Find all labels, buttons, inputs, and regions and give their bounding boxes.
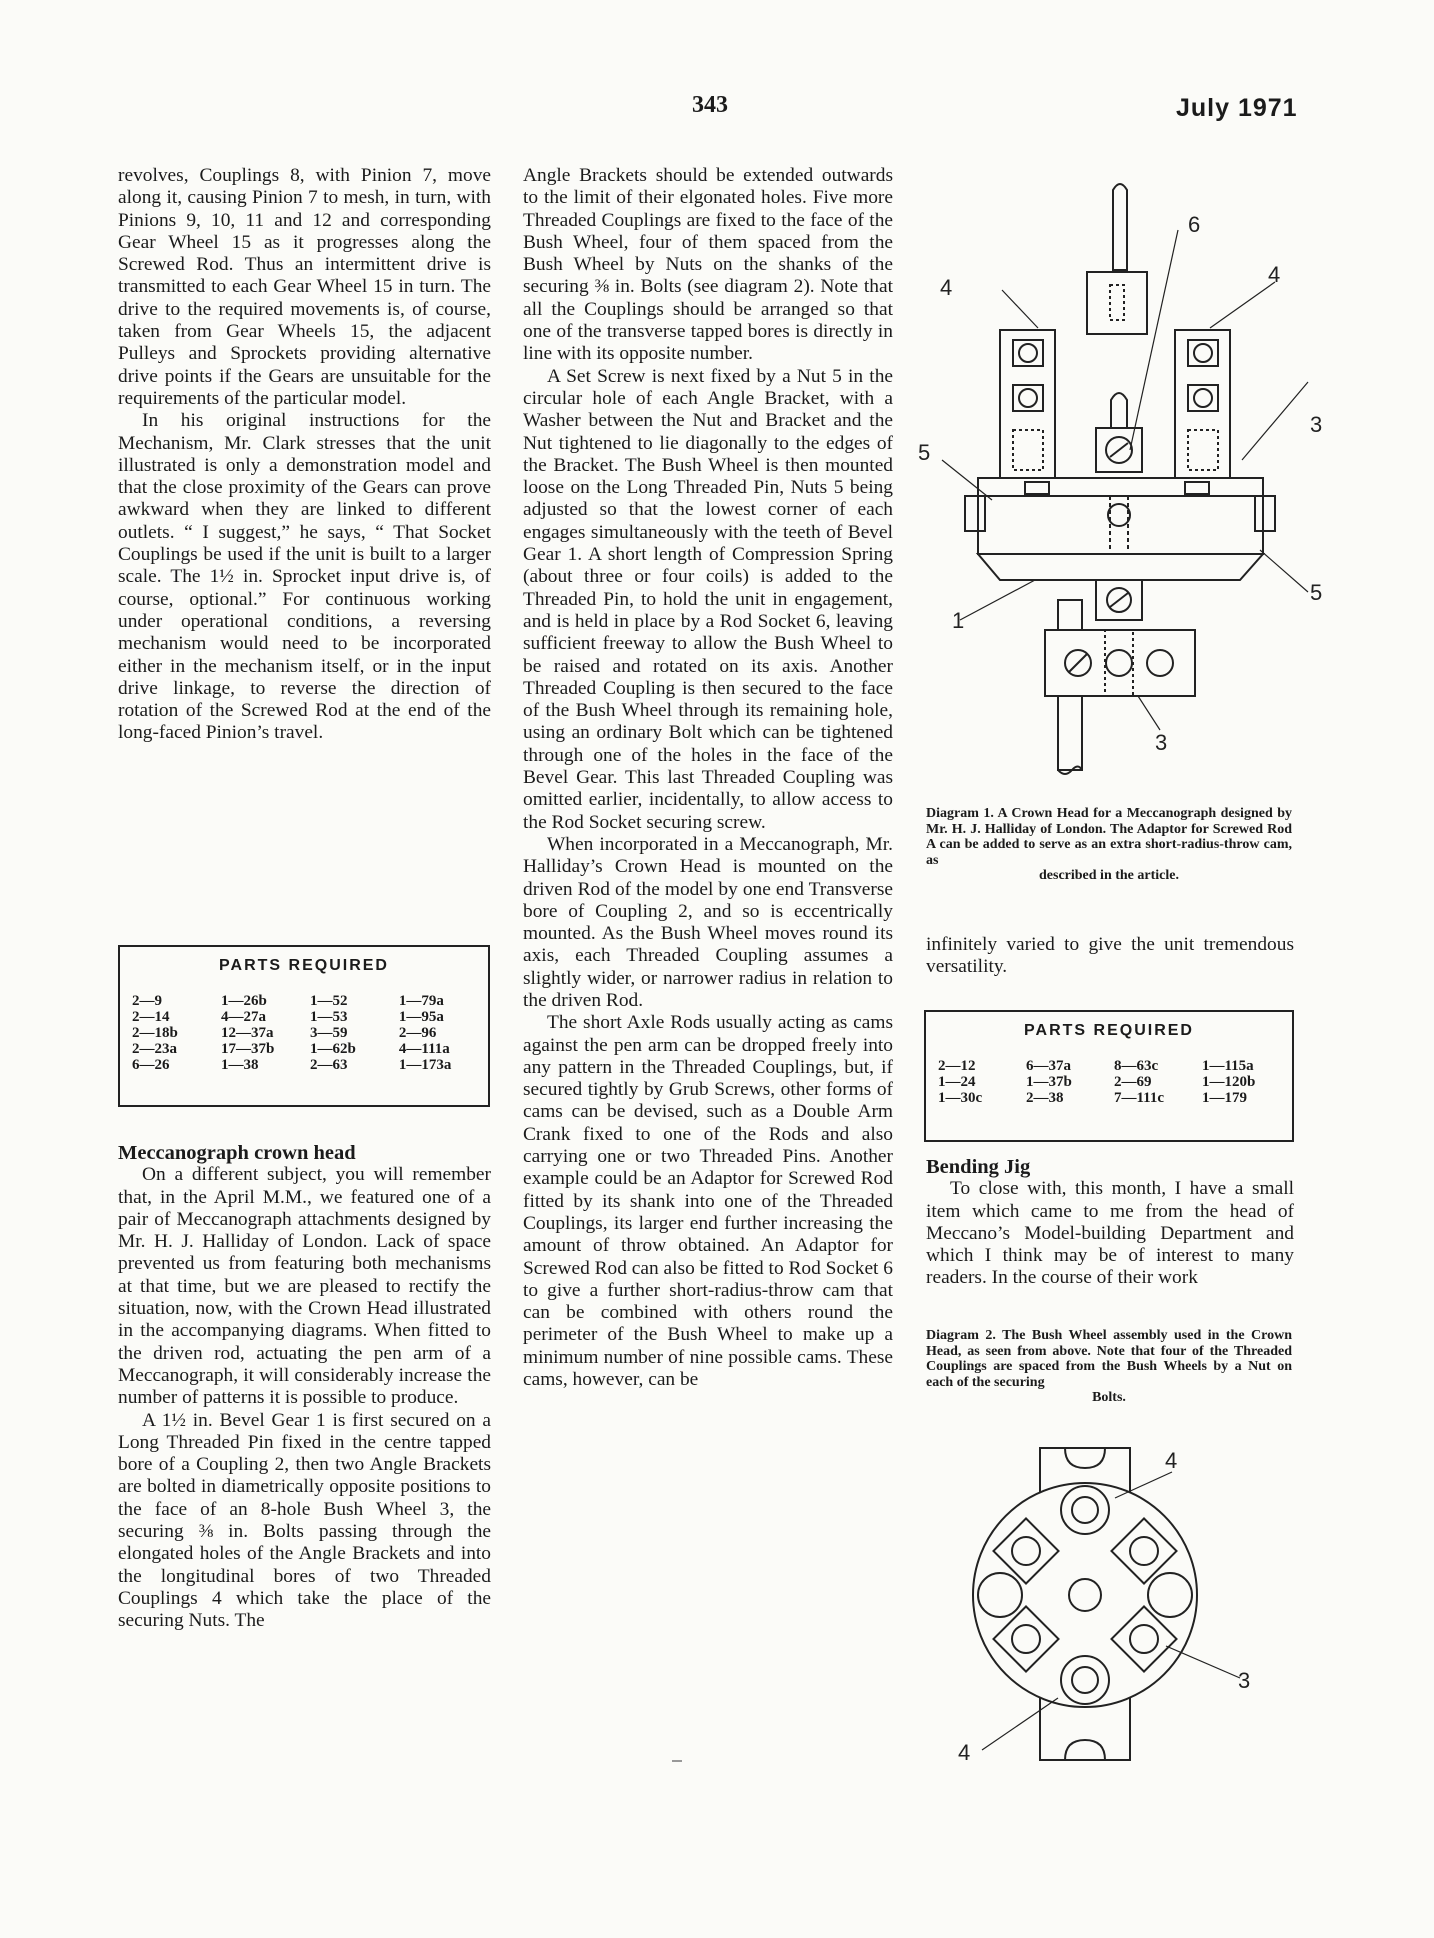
table-cell: 2—38 [1026, 1090, 1064, 1106]
diagram-label: 3 [1155, 730, 1168, 755]
paragraph: When incorporated in a Meccanograph, Mr. Halliday’s Crown Head is mounted on the driven Rod of the model by one end Transverse bore of Coupling 2, and so is eccentrically mounted. As the Bush Wheel moves round its axis, each Threaded Coupling assumes a slightly wider, or narrower radius in relation to the driven Rod. [523, 833, 893, 1011]
diagram-2-bush-wheel [940, 1440, 1280, 1770]
diagram-label: 4 [958, 1740, 971, 1765]
paragraph: revolves, Couplings 8, with Pinion 7, move along it, causing Pinion 7 to mesh, in turn, with Pinions 9, 10, 11 and 12 and corresponding Gear Wheel 15 as it progresses along the Screwed Rod. Thus an intermittent drive is transmitted to each Gear Wheel 15 in turn. The drive to the required movements is, of course, taken from Gear Wheels 15, the adjacent Pulleys and Sprockets providing alternative drive points if the Gears are unsuitable for the requirements of the particular model. [118, 165, 491, 409]
paragraph: To close with, this month, I have a small item which came to me from the head of Meccano’s Model-building Department and which I think may be of interest to many readers. In the course of their work [926, 1178, 1294, 1289]
table-cell: 1—179 [1202, 1090, 1247, 1106]
table-cell: 6—26 [132, 1057, 170, 1073]
table-cell: 1—52 [309, 993, 348, 1009]
table-cell: 2—23a [132, 1041, 177, 1057]
diagram-label: 4 [1268, 262, 1281, 287]
paragraph: A 1½ in. Bevel Gear 1 is first secured on a Long Threaded Pin fixed in the centre tapped bore of a Coupling 2, then two Angle Brackets are bolted in diametrically opposite positions to the face of an 8-hole Bush Wheel 3, the securing ⅜ in. Bolts passing through the elongated holes of the Angle Brackets and into the longitudinal bores of two Threaded Couplings 4 which take the place of the securing Nuts. The [118, 1409, 491, 1632]
table-cell: 1—37b [1026, 1074, 1072, 1090]
diagram-1-caption [926, 806, 1292, 884]
table-cell: 6—37a [1026, 1058, 1071, 1074]
table-cell: 2—9 [132, 993, 162, 1009]
diagram-1-crown-head [910, 160, 1330, 800]
diagram-label: 3 [1238, 1668, 1251, 1693]
table-cell: 2—63 [309, 1057, 348, 1073]
paragraph: On a different subject, you will remember that, in the April M.M., we featured one of a pair of Meccanograph attachments designed by Mr. H. J. Halliday of London. Lack of space prevented us from featuring both mechanisms at that time, but we are pleased to rectify the situation, now, with the Crown Head illustrated in the accompanying diagrams. When fitted to the driven rod, actuating the pen arm of a Meccanograph, it will considerably increase the number of patterns it is possible to produce. [118, 1164, 491, 1409]
table-cell: 12—37a [220, 1025, 274, 1041]
table-cell: 4—111a [398, 1041, 450, 1057]
table-row [132, 993, 488, 1009]
column-3-lower [926, 1156, 1294, 1290]
table-row [132, 1041, 488, 1057]
table-cell: 1—79a [398, 993, 444, 1009]
table-cell: 2—18b [132, 1025, 178, 1041]
table-cell: 8—63c [1114, 1058, 1159, 1074]
table-cell: 2—96 [398, 1025, 437, 1041]
table-row [132, 1025, 488, 1041]
parts-title: PARTS REQUIRED [1024, 1022, 1194, 1039]
diagram-label: 4 [940, 275, 953, 300]
paragraph: The short Axle Rods usually acting as cams against the pen arm can be dropped freely into any pattern in the Threaded Couplings, but, if secured tightly by Grub Screws, other forms of cams can be devised, such as a Double Arm Crank fixed to one of the Rods and also carrying one or two Threaded Pins. Another example could be an Adaptor for Screwed Rod fitted by its shank into one of the Threaded Couplings, its larger end further increasing the amount of throw obtained. An Adaptor for Screwed Rod can also be fitted to Rod Socket 6 to give a further short-radius-throw cam that can be combined with others round the perimeter of the Bush Wheel to make up a minimum number of nine possible cams. These cams, however, can be [523, 1012, 893, 1391]
parts-required-box-2 [924, 1010, 1294, 1142]
page-mark [672, 1760, 682, 1762]
table-cell: 2—12 [938, 1058, 976, 1074]
paragraph: Angle Brackets should be extended outwards to the limit of their elgonated holes. Five more Threaded Couplings are fixed to the face of the Bush Wheel, four of them spaced from the Bush Wheel by Nuts on the shanks of the securing ⅜ in. Bolts (see diagram 2). Note that all the Couplings should be arranged so that one of the transverse tapped bores is directly in line with its opposite number. [523, 165, 893, 365]
table-cell: 7—111c [1114, 1090, 1165, 1106]
paragraph: A Set Screw is next fixed by a Nut 5 in the circular hole of each Angle Bracket, with a Washer between the Nut and Bracket and the Nut tightened to lie diagonally to the edges of the Bracket. The Bush Wheel is then mounted loose on the Long Threaded Pin, Nuts 5 being adjusted so that the lowest corner of each engages simultaneously with the teeth of Bevel Gear 1. A short length of Compression Spring (about three or four coils) is added to the Threaded Pin, to hold the unit in engagement, and is held in place by a Rod Socket 6, leaving sufficient freeway to allow the Bush Wheel to be raised and rotated on its axis. Another Threaded Coupling is then secured to the face of the Bush Wheel through its remaining hole, using an ordinary Bolt which can be tightened through one of the holes in the face of the Bevel Gear. This last Threaded Coupling was omitted earlier, incidentally, to allow access to the Rod Socket securing screw. [523, 365, 893, 833]
table-row [938, 1074, 1290, 1090]
table-cell: 4—27a [220, 1009, 266, 1025]
table-row [132, 1009, 488, 1025]
diagram-label: 3 [1310, 412, 1323, 437]
diagram-label: 4 [1165, 1448, 1178, 1473]
table-cell: 1—30c [938, 1090, 983, 1106]
parts-required-box-1 [118, 945, 490, 1107]
page-number: 343 [692, 92, 728, 118]
table-cell: 1—120b [1202, 1074, 1256, 1090]
column-2 [523, 165, 893, 1391]
diagram-label: 6 [1188, 212, 1201, 237]
table-cell: 1—62b [309, 1041, 356, 1057]
caption-text: Diagram 2. The Bush Wheel assembly used in the Crown Head, as seen from above. Note that four of the Threaded Couplings are spaced from the Bush Wheels by a Nut on each of the securing [926, 1328, 1292, 1390]
column-1-lower [118, 1142, 491, 1633]
table-cell: 17—37b [220, 1041, 275, 1057]
table-row [938, 1090, 1290, 1106]
paragraph: In his original instructions for the Mechanism, Mr. Clark stresses that the unit illustrated is only a demonstration model and that the close proximity of the Gears can prove awkward when they are linked to different outlets. “ I suggest,” he says, “ That Socket Couplings be used if the unit is built to a larger scale. The 1½ in. Sprocket input drive is, of course, optional.” For continuous working under operational conditions, a reversing mechanism would need to be incorporated either in the mechanism itself, or in the input drive linkage, to reverse the direction of rotation of the Screwed Rod at the end of the long-faced Pinion’s travel. [118, 410, 491, 744]
parts-title: PARTS REQUIRED [219, 957, 389, 974]
table-cell: 2—14 [132, 1009, 170, 1025]
table-cell: 3—59 [309, 1025, 348, 1041]
table-cell: 1—95a [398, 1009, 444, 1025]
table-row [938, 1058, 1290, 1074]
table-cell: 1—38 [220, 1057, 259, 1073]
caption-text-end: Bolts. [1092, 1390, 1126, 1405]
paragraph: infinitely varied to give the unit tremendous versatility. [926, 934, 1294, 978]
table-cell: 1—26b [220, 993, 267, 1009]
parts-table [938, 1058, 1290, 1106]
diagram-label: 1 [952, 608, 965, 633]
table-cell: 1—173a [398, 1057, 452, 1073]
column-1 [118, 165, 491, 745]
table-cell: 1—53 [309, 1009, 348, 1025]
diagram-2-caption [926, 1328, 1292, 1406]
column-3-top [926, 934, 1294, 979]
caption-text: Diagram 1. A Crown Head for a Meccanograph designed by Mr. H. J. Halliday of London. The Adaptor for Screwed Rod A can be added to serve as an extra short-radius-throw cam, as [926, 806, 1292, 868]
table-row [132, 1057, 488, 1073]
parts-table [132, 993, 488, 1073]
section-heading: Bending Jig [926, 1156, 1031, 1178]
caption-text-end: described in the article. [1039, 868, 1179, 883]
issue-date: July 1971 [1176, 94, 1298, 122]
table-cell: 1—24 [938, 1074, 976, 1090]
section-heading: Meccanograph crown head [118, 1142, 356, 1164]
table-cell: 1—115a [1202, 1058, 1254, 1074]
table-cell: 2—69 [1114, 1074, 1152, 1090]
diagram-label: 5 [1310, 580, 1323, 605]
diagram-label: 5 [918, 440, 931, 465]
